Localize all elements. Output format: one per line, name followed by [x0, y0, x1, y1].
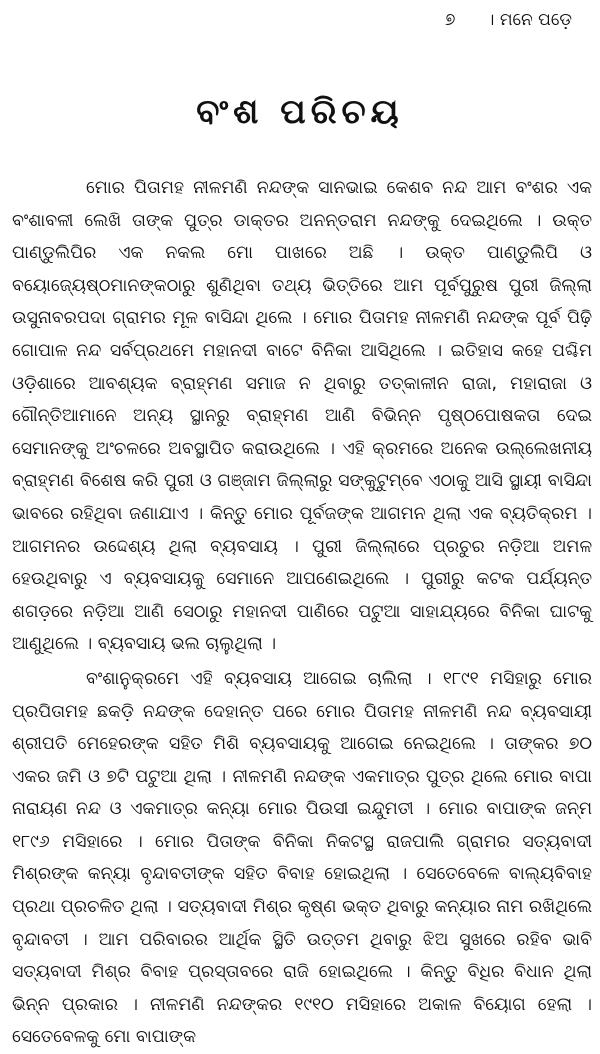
body-text — [12, 172, 592, 1054]
paragraph: ବଂଶାନୁକ୍ରମେ ଏହି ବ୍ୟବସାୟ ଆଗେଇ ଚାଲିଲା । ୧୮୯୧ ମସିହାରୁ ମୋର ପ୍ରପିତାମହ ଛକଡ଼ି ନନ୍ଦଙ୍କ ଦେହାନ୍ତ ପରେ ମୋର ପିତାମହ ନୀଳମଣି ନନ୍ଦ ବ୍ୟବସାୟୀ ଶ୍ରୀପତି ମେହେରଙ୍କ ସହିତ ମିଶି ବ୍ୟବସାୟକୁ ଆଗେଇ ନେଇଥିଲେ । ତାଙ୍କର ୭୦ ଏକର ଜମି ଓ ୭ଟି ପଟୁଆ ଥିଲା । ନୀଳମଣି ନନ୍ଦଙ୍କ ଏକମାତ୍ର ପୁତ୍ର ଥିଲେ ମୋର ବାପା ନାରାୟଣ ନନ୍ଦ ଓ ଏକମାତ୍ର କନ୍ୟା ମୋର ପିଉସୀ ଇନ୍ଦୁମତୀ । ମୋର ବାପାଙ୍କ ଜନ୍ମ ୧୮୯୬ ମସିହାରେ । ମୋର ପିତାଙ୍କ ବିନିକା ନିକଟସ୍ଥ ରାଜପାଲି ଗ୍ରାମର ସତ୍ୟବାଦୀ ମିଶ୍ରଙ୍କ କନ୍ୟା ବୃନ୍ଦାବତୀଙ୍କ ସହିତ ବିବାହ ହୋଇଥିଲା । ସେତେବେଳେ ବାଲ୍ୟବିବାହ ପ୍ରଥା ପ୍ରଚଳିତ ଥିଲା । ସତ୍ୟବାଦୀ ମିଶ୍ର କୃଷ୍ଣ ଭକ୍ତ ଥିବାରୁ କନ୍ୟାର ନାମ ରଖିଥିଲେ ବୃନ୍ଦାବତୀ । ଆମ ପରିବାରର ଆର୍ଥିକ ସ୍ଥିତି ଉତ୍ତମ ଥିବାରୁ ଝିଅ ସୁଖରେ ରହିବ ଭାବି ସତ୍ୟବାଦୀ ମିଶ୍ର ବିବାହ ପ୍ରସ୍ତାବରେ ରାଜି ହୋଇଥିଲେ । କିନ୍ତୁ ବିଧିର ବିଧାନ ଥିଲା ଭିନ୍ନ ପ୍ରକାର । ନୀଳମଣି ନନ୍ଦଙ୍କର ୧୯୧୦ ମସିହାରେ ଅକାଳ ବିୟୋଗ ହେଲା । ସେତେବେଳକୁ ମୋ ବାପାଙ୍କ — [12, 668, 592, 1048]
running-book-title: । ମନେ ପଡ଼େ — [486, 10, 572, 30]
chapter-title: ବଂଶ ପରିଚୟ — [196, 92, 404, 132]
page-header — [445, 10, 572, 30]
page-number: ୭ — [444, 10, 456, 30]
paragraph: ମୋର ପିତାମହ ନୀଳମଣି ନନ୍ଦଙ୍କ ସାନଭାଇ କେଶବ ନନ୍ଦ ଆମ ବଂଶର ଏକ ବଂଶାବଳୀ ଲେଖି ତାଙ୍କ ପୁତ୍ର ଡାକ୍ତର ଅନନ୍ତରାମ ନନ୍ଦଙ୍କୁ ଦେଇଥିଲେ । ଉକ୍ତ ପାଣ୍ଡୁଲିପିର ଏକ ନକଲ ମୋ ପାଖରେ ଅଛି । ଉକ୍ତ ପାଣ୍ଡୁଲିପି ଓ ବୟୋଜ୍ୟେଷ୍ଠମାନଙ୍କଠାରୁ ଶୁଣିଥିବା ତଥ୍ୟ ଭିତ୍ତିରେ ଆମ ପୂର୍ବପୁରୁଷ ପୁରୀ ଜିଲ୍ଲା ଉସୁନାବରପଦା ଗ୍ରାମର ମୂଳ ବାସିନ୍ଦା ଥିଲେ । ମୋର ପିତାମହ ନୀଳମଣି ନନ୍ଦଙ୍କ ପୂର୍ବ ପିଢ଼ି ଗୋପାଳ ନନ୍ଦ ସର୍ବପ୍ରଥମେ ମହାନଦୀ ବାଟେ ବିନିକା ଆସିଥିଲେ । ଇତିହାସ କହେ ପଶ୍ଚିମ ଓଡ଼ିଶାରେ ଆବଶ୍ୟକ ବ୍ରାହ୍ମଣ ସମାଜ ନ ଥିବାରୁ ତତ୍କାଳୀନ ରାଜା, ମହାରାଜା ଓ ଗୌନ୍ତିଆମାନେ ଅନ୍ୟ ସ୍ଥାନରୁ ବ୍ରାହ୍ମଣ ଆଣି ବିଭିନ୍ନ ପୃଷ୍ଠପୋଷକତା ଦେଇ ସେମାନଙ୍କୁ ଅଂଚଳରେ ଅବସ୍ଥାପିତ କରାଉଥିଲେ । ଏହି କ୍ରମରେ ଅନେକ ଉଲ୍ଲେଖନୀୟ ବ୍ରାହ୍ମଣ ବିଶେଷ କରି ପୁରୀ ଓ ଗଞ୍ଜାମ ଜିଲ୍ଲାରୁ ସଙ୍କୁଟୁମ୍ବେ ଏଠାକୁ ଆସି ସ୍ଥାୟୀ ବାସିନ୍ଦା ଭାବରେ ରହିଥିବା ଜଣାଯାଏ । କିନ୍ତୁ ମୋର ପୂର୍ବଜଙ୍କ ଆଗମନ ଥିଲା ଏକ ବ୍ୟତିକ୍ରମ । ଆଗମନର ଉଦ୍ଦେଶ୍ୟ ଥିଲା ବ୍ୟବସାୟ । ପୁରୀ ଜିଲ୍ଲାରେ ପ୍ରଚୁର ନଡ଼ିଆ ଅମଳ ହେଉଥିବାରୁ ଏ ବ୍ୟବସାୟକୁ ସେମାନେ ଆପଣେଇଥିଲେ । ପୁରୀରୁ କଟକ ପର୍ଯ୍ୟନ୍ତ ଶଗଡ଼ରେ ନଡ଼ିଆ ଆଣି ସେଠାରୁ ମହାନଦୀ ପାଣିରେ ପଟୁଆ ସାହାଯ୍ୟରେ ବିନିକା ଘାଟକୁ ଆଣୁଥିଲେ । ବ୍ୟବସାୟ ଭଲ ଚାଲୁଥିଲା । — [12, 178, 592, 655]
